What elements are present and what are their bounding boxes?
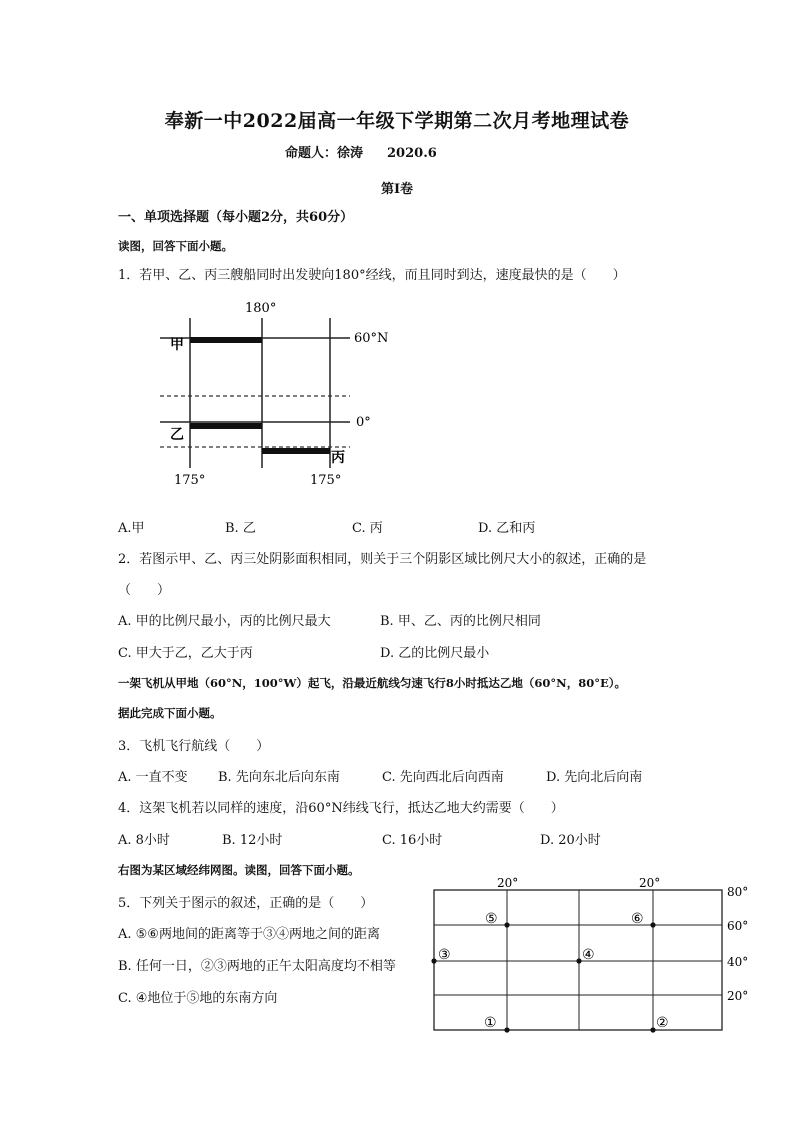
shade-jia bbox=[190, 337, 262, 343]
label-lat-60n: 60°N bbox=[354, 331, 389, 346]
q5-option-c: C. ④地位于⑤地的东南方向 bbox=[118, 991, 278, 1006]
label-point-1: ① bbox=[484, 1015, 497, 1031]
q5-option-b: B. 任何一日，②③两地的正午太阳高度均不相等 bbox=[118, 959, 396, 974]
q4-option-d: D. 20小时 bbox=[540, 833, 601, 848]
q1-option-b: B. 乙 bbox=[225, 521, 256, 536]
figure-2-graticule bbox=[425, 876, 765, 1041]
label-ship-yi: 乙 bbox=[170, 427, 184, 443]
intro-text-2b: 据此完成下面小题。 bbox=[118, 706, 222, 720]
intro-text-3: 右图为某区域经纬网图。读图，回答下面小题。 bbox=[118, 863, 360, 877]
q3-option-c: C. 先向西北后向西南 bbox=[382, 770, 504, 785]
q1-option-a: A.甲 bbox=[118, 521, 145, 536]
label-lat-40: 40° bbox=[727, 955, 749, 969]
q4-option-c: C. 16小时 bbox=[382, 833, 443, 848]
q1-option-c: C. 丙 bbox=[352, 521, 383, 536]
label-point-2: ② bbox=[656, 1015, 669, 1031]
section-heading: 一、单项选择题（每小题2分，共60分） bbox=[118, 210, 354, 225]
question-3-stem: 3．飞机飞行航线（ ） bbox=[118, 739, 270, 754]
label-point-5: ⑤ bbox=[485, 911, 498, 927]
q2-option-c: C. 甲大于乙，乙大于丙 bbox=[118, 646, 253, 661]
point-4-dot bbox=[576, 958, 581, 963]
label-lat-0: 0° bbox=[356, 415, 371, 430]
exam-date: 2020.6 bbox=[387, 146, 437, 161]
label-ship-jia: 甲 bbox=[170, 337, 184, 353]
question-4-stem: 4．这架飞机若以同样的速度，沿60°N纬线飞行，抵达乙地大约需要（ ） bbox=[118, 801, 564, 816]
q1-option-d: D. 乙和丙 bbox=[478, 521, 536, 536]
part-heading: 第Ⅰ卷 bbox=[380, 182, 414, 197]
point-6-dot bbox=[650, 922, 655, 927]
author-line bbox=[285, 142, 437, 161]
label-lon-right: 20° bbox=[639, 876, 661, 890]
question-2-stem: 2．若图示甲、乙、丙三处阴影面积相同，则关于三个阴影区域比例尺大小的叙述，正确的是 bbox=[118, 552, 647, 567]
shade-yi bbox=[190, 423, 262, 429]
intro-text-1: 读图，回答下面小题。 bbox=[118, 239, 233, 253]
q3-option-d: D. 先向北后向南 bbox=[546, 770, 643, 785]
page-title: 奉新一中2022届高一年级下学期第二次月考地理试卷 bbox=[164, 110, 630, 132]
author-name: 命题人：徐涛 bbox=[285, 146, 364, 161]
question-1-stem: 1．若甲、乙、丙三艘船同时出发驶向180°经线，而且同时到达，速度最快的是（ ） bbox=[118, 268, 626, 283]
q3-option-b: B. 先向东北后向东南 bbox=[218, 770, 340, 785]
q2-option-b: B. 甲、乙、丙的比例尺相同 bbox=[380, 614, 541, 629]
point-3-dot bbox=[431, 958, 436, 963]
label-lon-left: 20° bbox=[497, 876, 519, 890]
label-lon-180: 180° bbox=[245, 301, 277, 316]
q4-option-b: B. 12小时 bbox=[222, 833, 283, 848]
label-lat-60: 60° bbox=[727, 919, 749, 933]
question-5-stem: 5．下列关于图示的叙述，正确的是（ ） bbox=[118, 896, 374, 911]
point-2-dot bbox=[650, 1027, 655, 1032]
point-5-dot bbox=[504, 922, 509, 927]
point-1-dot bbox=[504, 1027, 509, 1032]
label-lon-175-left: 175° bbox=[174, 473, 206, 488]
label-point-3: ③ bbox=[438, 947, 451, 963]
shade-bing bbox=[262, 448, 330, 454]
q5-option-a: A. ⑤⑥两地间的距离等于③④两地之间的距离 bbox=[118, 927, 380, 942]
label-point-6: ⑥ bbox=[631, 911, 644, 927]
q2-option-a: A. 甲的比例尺最小，丙的比例尺最大 bbox=[118, 614, 331, 629]
label-lon-175-right: 175° bbox=[310, 473, 342, 488]
q2-option-d: D. 乙的比例尺最小 bbox=[380, 646, 490, 661]
label-point-4: ④ bbox=[582, 947, 595, 963]
label-lat-80: 80° bbox=[727, 885, 749, 899]
intro-text-2: 一架飞机从甲地（60°N，100°W）起飞，沿最近航线匀速飞行8小时抵达乙地（60°N，80°E）。 bbox=[118, 676, 626, 690]
label-ship-bing: 丙 bbox=[331, 450, 345, 466]
question-2-paren: （ ） bbox=[118, 583, 171, 598]
label-lat-20: 20° bbox=[727, 989, 749, 1003]
q3-option-a: A. 一直不变 bbox=[118, 770, 188, 785]
q4-option-a: A. 8小时 bbox=[118, 833, 170, 848]
figure-1-ship-diagram bbox=[150, 296, 420, 496]
